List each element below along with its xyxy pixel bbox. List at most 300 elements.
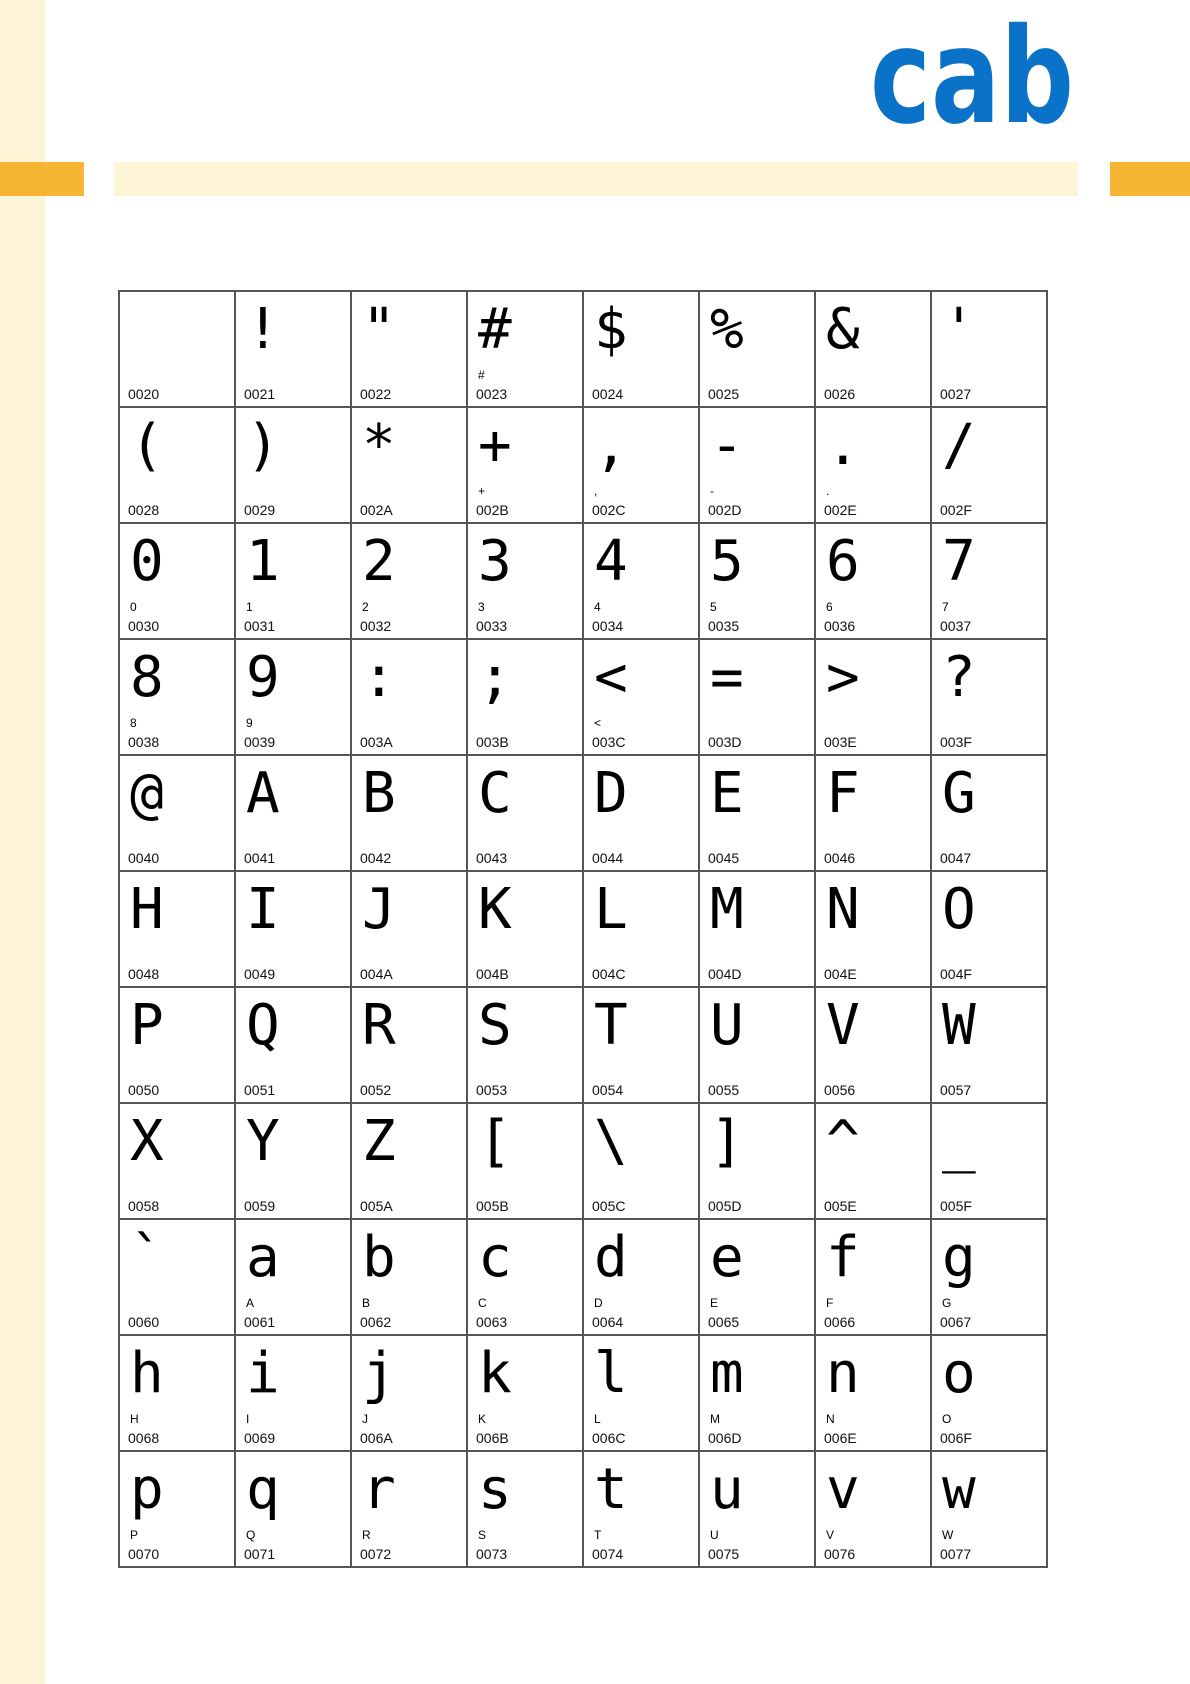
char-cell <box>584 1452 700 1568</box>
char-glyph: a <box>246 1225 280 1290</box>
char-code: 002D <box>708 502 742 518</box>
char-glyph: $ <box>594 297 628 362</box>
char-code: 0057 <box>940 1082 972 1098</box>
char-code: 006C <box>592 1430 626 1446</box>
char-code: 0030 <box>128 618 160 634</box>
char-code: 004A <box>360 966 393 982</box>
char-cell <box>932 756 1048 872</box>
char-glyph: c <box>478 1225 512 1290</box>
char-cell <box>352 1220 468 1336</box>
char-code: 002E <box>824 502 857 518</box>
char-code: 0033 <box>476 618 508 634</box>
char-sample: A <box>246 1296 255 1310</box>
char-sample: 1 <box>246 600 253 614</box>
char-code: 002C <box>592 502 626 518</box>
char-glyph: B <box>362 761 396 826</box>
char-glyph: j <box>362 1341 396 1406</box>
char-cell <box>236 756 352 872</box>
char-glyph: F <box>826 761 860 826</box>
char-glyph: ] <box>710 1109 744 1174</box>
char-code: 003F <box>940 734 972 750</box>
char-cell <box>352 1452 468 1568</box>
char-sample: L <box>594 1412 601 1426</box>
char-cell <box>120 1336 236 1452</box>
char-glyph: g <box>942 1225 976 1290</box>
char-cell <box>932 1104 1048 1220</box>
char-code: 0063 <box>476 1314 508 1330</box>
char-glyph: : <box>362 645 396 710</box>
char-cell <box>700 1336 816 1452</box>
char-glyph: ^ <box>826 1109 860 1174</box>
char-code: 0049 <box>244 966 276 982</box>
char-code: 0071 <box>244 1546 276 1562</box>
char-cell <box>700 872 816 988</box>
char-glyph: p <box>130 1457 164 1522</box>
char-glyph: , <box>594 413 628 478</box>
char-cell <box>932 988 1048 1104</box>
char-code: 0073 <box>476 1546 508 1562</box>
char-cell <box>816 524 932 640</box>
char-cell <box>468 1220 584 1336</box>
char-glyph: ? <box>942 645 976 710</box>
cab-logo <box>868 0 1076 154</box>
char-glyph: & <box>826 297 860 362</box>
char-sample: 4 <box>594 600 601 614</box>
char-glyph: 7 <box>942 529 976 594</box>
char-code: 004D <box>708 966 742 982</box>
char-glyph: * <box>362 413 396 478</box>
char-cell <box>584 408 700 524</box>
char-glyph: 1 <box>246 529 280 594</box>
char-code: 003B <box>476 734 509 750</box>
char-glyph: n <box>826 1341 860 1406</box>
char-cell <box>468 524 584 640</box>
char-sample: # <box>478 368 485 382</box>
char-code: 0069 <box>244 1430 276 1446</box>
char-cell <box>468 872 584 988</box>
char-cell <box>120 1452 236 1568</box>
char-code: 0045 <box>708 850 740 866</box>
char-cell <box>120 1104 236 1220</box>
char-code: 0031 <box>244 618 276 634</box>
char-cell <box>816 292 932 408</box>
char-cell <box>468 408 584 524</box>
char-code: 005F <box>940 1198 972 1214</box>
char-cell <box>932 640 1048 756</box>
char-cell <box>816 1104 932 1220</box>
char-sample: . <box>826 484 830 498</box>
char-sample: Q <box>246 1528 256 1542</box>
char-glyph: < <box>594 645 628 710</box>
char-glyph: _ <box>942 1109 976 1174</box>
char-cell <box>584 292 700 408</box>
char-code: 0047 <box>940 850 972 866</box>
left-accent-tab <box>0 162 84 196</box>
char-code: 0040 <box>128 850 160 866</box>
char-sample: 5 <box>710 600 717 614</box>
char-cell <box>700 524 816 640</box>
char-code: 0044 <box>592 850 624 866</box>
char-glyph: U <box>710 993 744 1058</box>
char-cell <box>120 408 236 524</box>
char-code: 0035 <box>708 618 740 634</box>
char-glyph: 5 <box>710 529 744 594</box>
char-glyph: b <box>362 1225 396 1290</box>
char-glyph: I <box>246 877 280 942</box>
char-cell <box>352 524 468 640</box>
char-code: 0043 <box>476 850 508 866</box>
char-code: 0037 <box>940 618 972 634</box>
char-cell <box>120 1220 236 1336</box>
char-glyph: X <box>130 1109 164 1174</box>
char-code: 005C <box>592 1198 626 1214</box>
char-cell <box>352 1104 468 1220</box>
char-cell <box>468 1336 584 1452</box>
char-cell <box>236 988 352 1104</box>
char-glyph: 6 <box>826 529 860 594</box>
char-glyph: d <box>594 1225 628 1290</box>
char-code: 0060 <box>128 1314 160 1330</box>
char-glyph: L <box>594 877 628 942</box>
char-glyph: + <box>478 413 512 478</box>
char-code: 0038 <box>128 734 160 750</box>
char-code: 0054 <box>592 1082 624 1098</box>
char-cell <box>236 408 352 524</box>
char-code: 0056 <box>824 1082 856 1098</box>
char-glyph: 3 <box>478 529 512 594</box>
char-sample: + <box>478 484 486 498</box>
char-sample: N <box>826 1412 835 1426</box>
char-code: 0027 <box>940 386 972 402</box>
char-sample: D <box>594 1296 603 1310</box>
char-cell <box>468 292 584 408</box>
char-cell <box>700 988 816 1104</box>
char-glyph: R <box>362 993 396 1058</box>
char-sample: J <box>362 1412 368 1426</box>
char-glyph: v <box>826 1457 860 1522</box>
char-glyph: = <box>710 645 744 710</box>
char-cell <box>700 408 816 524</box>
char-glyph: q <box>246 1457 280 1522</box>
char-code: 0051 <box>244 1082 276 1098</box>
char-cell <box>352 756 468 872</box>
char-cell <box>584 1336 700 1452</box>
char-code: 006D <box>708 1430 742 1446</box>
char-cell <box>700 1104 816 1220</box>
char-sample: K <box>478 1412 487 1426</box>
char-sample: P <box>130 1528 139 1542</box>
char-glyph: u <box>710 1457 744 1522</box>
char-glyph: C <box>478 761 512 826</box>
char-sample: < <box>594 716 602 730</box>
char-sample: C <box>478 1296 487 1310</box>
char-glyph: s <box>478 1457 512 1522</box>
char-cell <box>236 1220 352 1336</box>
char-glyph: E <box>710 761 744 826</box>
char-cell <box>932 408 1048 524</box>
char-cell <box>468 988 584 1104</box>
char-code: 002B <box>476 502 509 518</box>
char-cell <box>932 292 1048 408</box>
char-glyph: e <box>710 1225 744 1290</box>
char-code: 0065 <box>708 1314 740 1330</box>
char-sample: F <box>826 1296 834 1310</box>
char-code: 005B <box>476 1198 509 1214</box>
char-glyph: H <box>130 877 164 942</box>
char-sample: M <box>710 1412 720 1426</box>
char-code: 0066 <box>824 1314 856 1330</box>
char-sample: T <box>594 1528 602 1542</box>
char-glyph: f <box>826 1225 860 1290</box>
char-code: 0059 <box>244 1198 276 1214</box>
char-glyph: D <box>594 761 628 826</box>
char-cell <box>700 1220 816 1336</box>
char-code: 0068 <box>128 1430 160 1446</box>
char-code: 006A <box>360 1430 393 1446</box>
char-code: 002A <box>360 502 393 518</box>
char-cell <box>932 1452 1048 1568</box>
char-cell <box>700 1452 816 1568</box>
char-cell <box>584 524 700 640</box>
char-cell <box>584 1104 700 1220</box>
char-sample: U <box>710 1528 719 1542</box>
char-glyph: . <box>826 413 860 478</box>
char-code: 0067 <box>940 1314 972 1330</box>
char-cell <box>584 872 700 988</box>
char-code: 0050 <box>128 1082 160 1098</box>
char-glyph: N <box>826 877 860 942</box>
char-cell <box>468 1104 584 1220</box>
cab-logo-text: cab <box>870 0 1074 154</box>
char-code: 006B <box>476 1430 509 1446</box>
char-code: 006E <box>824 1430 857 1446</box>
char-cell <box>352 872 468 988</box>
char-glyph: 2 <box>362 529 396 594</box>
char-sample: 7 <box>942 600 949 614</box>
char-sample: B <box>362 1296 371 1310</box>
char-glyph: T <box>594 993 628 1058</box>
char-sample: I <box>246 1412 250 1426</box>
char-glyph: V <box>826 993 860 1058</box>
char-glyph: J <box>362 877 396 942</box>
char-glyph: ; <box>478 645 512 710</box>
char-cell <box>584 756 700 872</box>
char-cell <box>120 872 236 988</box>
char-cell <box>816 988 932 1104</box>
char-code: 004C <box>592 966 626 982</box>
char-cell <box>120 988 236 1104</box>
char-glyph: Z <box>362 1109 396 1174</box>
right-accent-tab <box>1110 162 1190 196</box>
char-code: 003C <box>592 734 626 750</box>
char-sample: S <box>478 1528 487 1542</box>
char-glyph <box>130 302 164 358</box>
char-cell <box>120 756 236 872</box>
char-glyph: M <box>710 877 744 942</box>
char-code: 0041 <box>244 850 276 866</box>
char-cell <box>352 988 468 1104</box>
char-code: 0070 <box>128 1546 160 1562</box>
char-code: 0023 <box>476 386 508 402</box>
char-sample: - <box>710 484 714 498</box>
char-code: 0052 <box>360 1082 392 1098</box>
char-sample: , <box>594 484 598 498</box>
char-cell <box>352 640 468 756</box>
char-cell <box>584 1220 700 1336</box>
char-code: 0024 <box>592 386 624 402</box>
char-cell <box>236 292 352 408</box>
char-glyph: k <box>478 1341 512 1406</box>
char-glyph: w <box>942 1457 976 1522</box>
char-code: 004B <box>476 966 509 982</box>
char-code: 0021 <box>244 386 276 402</box>
char-glyph: m <box>710 1341 744 1406</box>
char-glyph: h <box>130 1341 164 1406</box>
char-code: 0039 <box>244 734 276 750</box>
char-glyph: O <box>942 877 976 942</box>
char-cell <box>236 872 352 988</box>
char-sample: W <box>942 1528 954 1542</box>
char-glyph: t <box>594 1457 628 1522</box>
char-glyph: o <box>942 1341 976 1406</box>
cab-logo-graphic <box>868 0 1076 154</box>
char-code: 006F <box>940 1430 972 1446</box>
char-code: 0048 <box>128 966 160 982</box>
char-glyph: ' <box>942 297 976 362</box>
char-cell <box>816 408 932 524</box>
char-glyph: r <box>362 1457 396 1522</box>
char-cell <box>236 1452 352 1568</box>
char-code: 005D <box>708 1198 742 1214</box>
left-page-stripe <box>0 0 45 1684</box>
char-code: 0046 <box>824 850 856 866</box>
char-code: 0072 <box>360 1546 392 1562</box>
char-sample: H <box>130 1412 139 1426</box>
char-code: 004E <box>824 966 857 982</box>
char-glyph: Y <box>246 1109 280 1174</box>
char-cell <box>700 640 816 756</box>
char-cell <box>236 1336 352 1452</box>
char-sample: 6 <box>826 600 833 614</box>
char-cell <box>932 1220 1048 1336</box>
char-glyph: 9 <box>246 645 280 710</box>
char-code: 0076 <box>824 1546 856 1562</box>
char-code: 005E <box>824 1198 857 1214</box>
char-code: 003D <box>708 734 742 750</box>
char-code: 0058 <box>128 1198 160 1214</box>
char-code: 0032 <box>360 618 392 634</box>
char-code: 0028 <box>128 502 160 518</box>
char-glyph: \ <box>594 1109 628 1174</box>
char-code: 003E <box>824 734 857 750</box>
char-cell <box>816 756 932 872</box>
char-code: 0055 <box>708 1082 740 1098</box>
char-glyph: G <box>942 761 976 826</box>
char-cell <box>816 1220 932 1336</box>
char-cell <box>352 1336 468 1452</box>
char-code: 0025 <box>708 386 740 402</box>
char-code: 0029 <box>244 502 276 518</box>
char-cell <box>120 292 236 408</box>
char-glyph: Q <box>246 993 280 1058</box>
char-cell <box>236 640 352 756</box>
char-sample: 3 <box>478 600 485 614</box>
char-glyph: " <box>362 297 396 362</box>
char-cell <box>468 1452 584 1568</box>
char-cell <box>236 1104 352 1220</box>
char-sample: 0 <box>130 600 137 614</box>
char-code: 0074 <box>592 1546 624 1562</box>
char-cell <box>352 292 468 408</box>
char-glyph: % <box>710 297 744 362</box>
char-sample: E <box>710 1296 719 1310</box>
char-glyph: # <box>478 297 512 362</box>
char-code: 0053 <box>476 1082 508 1098</box>
char-cell <box>932 524 1048 640</box>
char-glyph: ` <box>130 1225 164 1290</box>
char-code: 0064 <box>592 1314 624 1330</box>
char-cell <box>816 640 932 756</box>
character-table <box>118 290 1048 1568</box>
char-sample: G <box>942 1296 952 1310</box>
char-sample: 8 <box>130 716 137 730</box>
char-cell <box>584 640 700 756</box>
char-cell <box>816 1452 932 1568</box>
char-code: 0042 <box>360 850 392 866</box>
char-glyph: S <box>478 993 512 1058</box>
char-cell <box>468 756 584 872</box>
char-glyph: 0 <box>130 529 164 594</box>
char-glyph: - <box>710 413 744 478</box>
char-glyph: A <box>246 761 280 826</box>
char-glyph: 8 <box>130 645 164 710</box>
char-glyph: K <box>478 877 512 942</box>
char-sample: R <box>362 1528 371 1542</box>
char-code: 0020 <box>128 386 160 402</box>
char-glyph: i <box>246 1341 280 1406</box>
char-sample: V <box>826 1528 835 1542</box>
char-glyph: > <box>826 645 860 710</box>
char-code: 0036 <box>824 618 856 634</box>
char-glyph: 4 <box>594 529 628 594</box>
char-cell <box>700 292 816 408</box>
char-glyph: ! <box>246 297 280 362</box>
char-cell <box>700 756 816 872</box>
char-code: 004F <box>940 966 972 982</box>
char-code: 0062 <box>360 1314 392 1330</box>
char-glyph: l <box>594 1341 628 1406</box>
char-code: 0022 <box>360 386 392 402</box>
char-glyph: / <box>942 413 976 478</box>
char-sample: 9 <box>246 716 253 730</box>
char-cell <box>816 1336 932 1452</box>
char-glyph: W <box>942 993 976 1058</box>
char-cell <box>120 524 236 640</box>
char-code: 0026 <box>824 386 856 402</box>
char-code: 0077 <box>940 1546 972 1562</box>
char-code: 0075 <box>708 1546 740 1562</box>
char-glyph: @ <box>130 761 164 826</box>
char-sample: 2 <box>362 600 369 614</box>
char-code: 0034 <box>592 618 624 634</box>
char-cell <box>120 640 236 756</box>
char-code: 002F <box>940 502 972 518</box>
char-cell <box>236 524 352 640</box>
char-cell <box>352 408 468 524</box>
char-glyph: P <box>130 993 164 1058</box>
char-glyph: ) <box>246 413 280 478</box>
char-code: 005A <box>360 1198 393 1214</box>
